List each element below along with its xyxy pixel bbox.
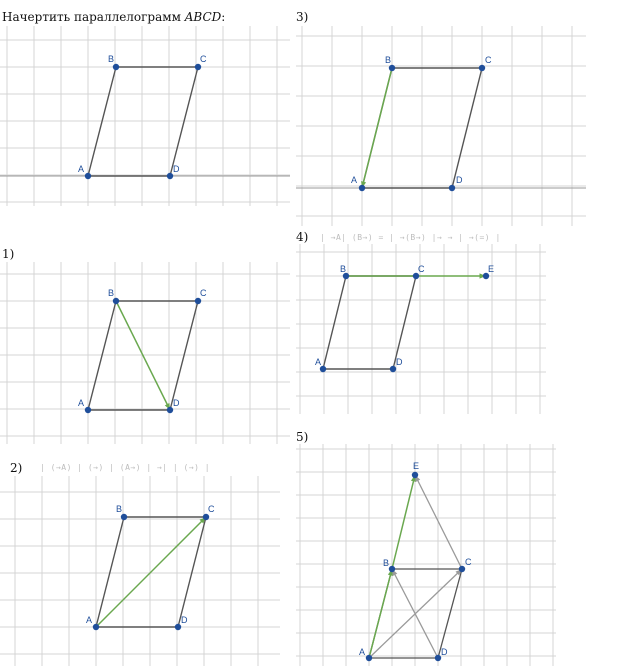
point-label-B: B (108, 54, 115, 64)
point-label-D: D (181, 615, 188, 625)
label-5: 5) (296, 430, 309, 444)
point-label-B: B (116, 504, 123, 514)
label-3: 3) (296, 10, 309, 24)
edge-CD (438, 569, 462, 658)
point-B (121, 514, 127, 520)
point-C (195, 64, 201, 70)
faint-formula-4: | →A| (B→) = | →(B→) |→ → | →(=) | (320, 233, 501, 242)
vector-BE (392, 475, 415, 569)
label-2: 2) (10, 461, 23, 475)
point-E (412, 472, 418, 478)
point-label-C: C (418, 264, 425, 274)
title-suffix: : (221, 10, 226, 24)
point-C (479, 65, 485, 71)
point-label-D: D (441, 647, 448, 657)
point-label-C: C (465, 557, 472, 567)
title-text: Начертить параллелограмм (2, 10, 185, 24)
edge-AB (96, 517, 124, 627)
point-label-B: B (385, 55, 392, 65)
figure-5 (296, 444, 556, 666)
point-label-C: C (200, 288, 207, 298)
point-label-A: A (78, 164, 85, 174)
page-title (2, 10, 225, 24)
point-B (389, 566, 395, 572)
point-label-E: E (413, 461, 420, 471)
point-D (449, 185, 455, 191)
figure-4 (296, 244, 546, 414)
point-label-A: A (315, 357, 322, 367)
label-1: 1) (2, 247, 15, 261)
point-label-A: A (78, 398, 85, 408)
point-label-C: C (208, 504, 215, 514)
figure-2 (0, 476, 280, 666)
point-A (359, 185, 365, 191)
point-B (113, 64, 119, 70)
point-label-B: B (108, 288, 115, 298)
point-label-D: D (396, 357, 403, 367)
vector-BA (362, 68, 392, 188)
edge-CD (178, 517, 206, 627)
point-label-D: D (456, 175, 463, 185)
point-A (85, 407, 91, 413)
point-label-D: D (173, 398, 180, 408)
vector-AB (369, 569, 392, 658)
point-label-A: A (359, 647, 366, 657)
vector-AC (96, 517, 206, 627)
title-italic: ABCD (184, 10, 222, 24)
point-B (113, 298, 119, 304)
point-label-B: B (383, 558, 390, 568)
point-label-A: A (351, 175, 358, 185)
point-label-E: E (488, 264, 495, 274)
point-C (195, 298, 201, 304)
figure-3 (296, 26, 586, 226)
point-label-C: C (200, 54, 207, 64)
point-C (203, 514, 209, 520)
edge-CD (452, 68, 482, 188)
figure-1 (0, 262, 290, 444)
point-A (366, 655, 372, 661)
point-A (85, 173, 91, 179)
point-label-C: C (485, 55, 492, 65)
point-A (93, 624, 99, 630)
faint-formula-2: | (→A) | (→) | (A→) | →| | (→) | (40, 463, 211, 472)
point-label-A: A (86, 615, 93, 625)
point-label-B: B (340, 264, 347, 274)
point-label-D: D (173, 164, 180, 174)
point-B (389, 65, 395, 71)
figure-parallelogram (0, 26, 290, 206)
edge-AB (323, 276, 346, 369)
label-4: 4) (296, 230, 309, 244)
